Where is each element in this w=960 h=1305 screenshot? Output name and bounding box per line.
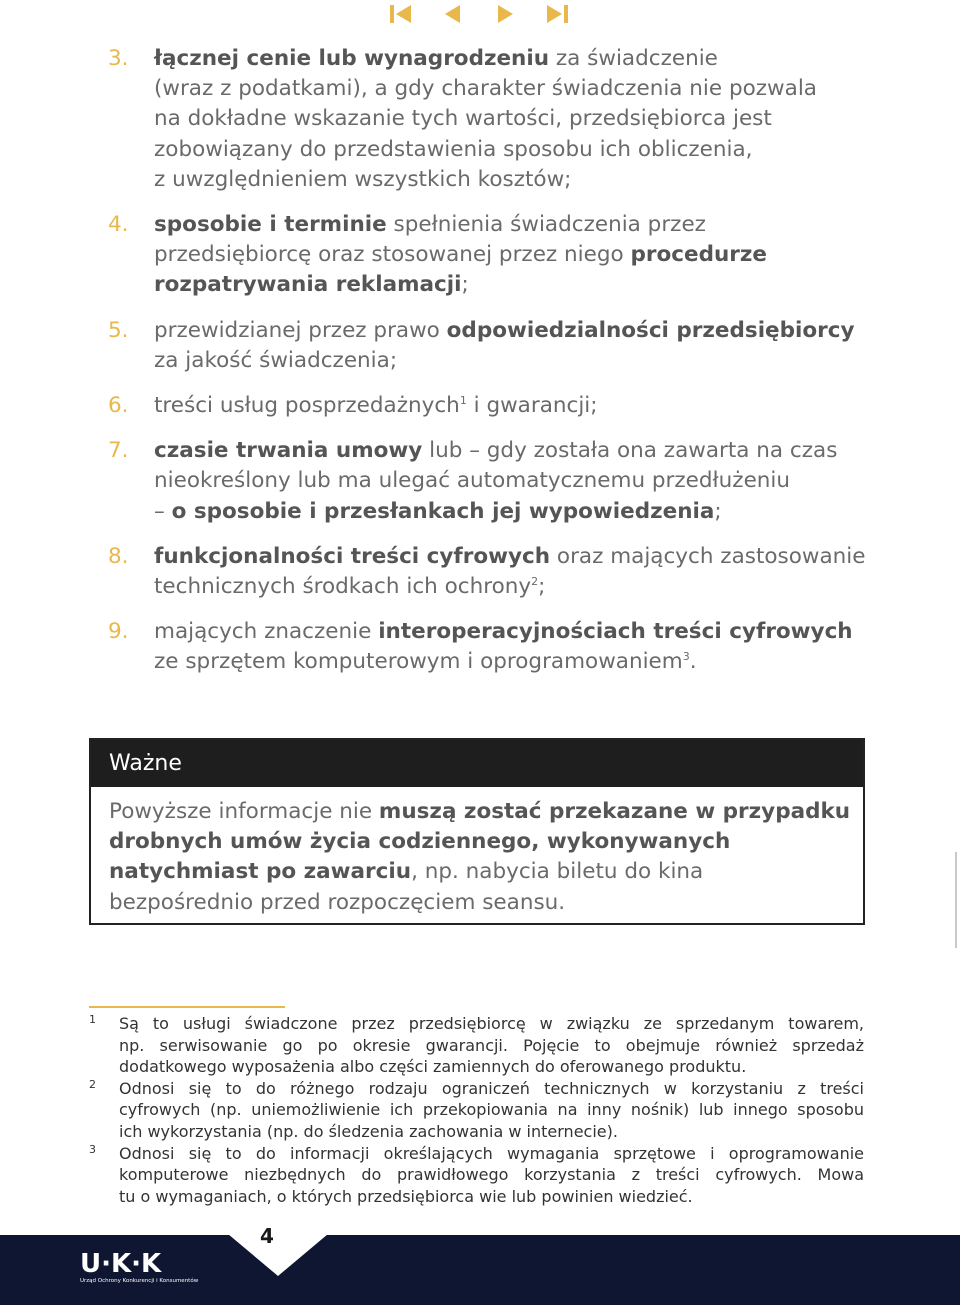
text-segment: nieokreślony lub ma ulegać automatycznemu przedłużeniu bbox=[154, 468, 791, 494]
text-segment: za jakość świadczenia; bbox=[154, 347, 398, 373]
text-line bbox=[109, 857, 845, 887]
list-item bbox=[108, 391, 878, 421]
text-segment: , np. nabycia biletu do kina bbox=[411, 859, 704, 885]
list-item-text bbox=[154, 316, 878, 376]
bold-text: muszą zostać przekazane w przypadku bbox=[378, 799, 851, 824]
list-item bbox=[108, 542, 878, 602]
text-segment: . bbox=[689, 649, 697, 675]
list-item-number: 5. bbox=[108, 317, 129, 343]
first-page-icon bbox=[389, 4, 413, 24]
text-line bbox=[109, 827, 845, 857]
text-line bbox=[154, 210, 878, 240]
text-segment: ze sprzętem komputerowym i oprogramowaniem bbox=[154, 649, 683, 675]
list-item-number: 9. bbox=[108, 619, 129, 645]
previous-page-button[interactable] bbox=[438, 2, 468, 26]
last-page-icon bbox=[545, 4, 569, 24]
list-item-number: 4. bbox=[108, 212, 129, 238]
text-line bbox=[154, 316, 878, 346]
important-text bbox=[91, 787, 863, 918]
text-segment: oraz mających zastosowanie bbox=[550, 543, 866, 569]
footnote-number: 2 bbox=[89, 1077, 96, 1091]
text-line bbox=[154, 647, 878, 677]
text-line bbox=[154, 135, 878, 165]
footnote-reference: 3 bbox=[682, 650, 690, 664]
text-segment: Powyższe informacje nie bbox=[109, 799, 379, 824]
footnote-text bbox=[119, 1078, 864, 1143]
footnote-line: ich wykorzystania (np. do śledzenia zachowania w internecie). bbox=[119, 1121, 618, 1141]
text-line bbox=[154, 391, 878, 421]
logo-caption: Urząd Ochrony Konkurencji i Konsumentów bbox=[80, 1278, 199, 1284]
text-segment: lub – gdy została ona zawarta na czas bbox=[422, 438, 838, 464]
next-page-icon bbox=[495, 4, 515, 24]
text-line bbox=[154, 497, 878, 527]
footnote-divider bbox=[89, 1006, 285, 1008]
uokik-logo bbox=[80, 1248, 180, 1278]
footnote-line: Odnosi się to do różnego rodzaju ograniczeń technicznych w korzystaniu z treści bbox=[119, 1078, 864, 1098]
previous-page-icon bbox=[443, 4, 463, 24]
bold-text: interoperacyjnościach treści cyfrowych bbox=[378, 619, 853, 645]
list-item-number: 7. bbox=[108, 438, 129, 464]
footnote-text bbox=[119, 1013, 864, 1078]
text-segment: ; bbox=[714, 498, 722, 524]
list-item-text bbox=[154, 436, 878, 527]
footnote-line: tu o wymaganiach, o których przedsiębiorca wie lub powinien wiedzieć. bbox=[119, 1186, 693, 1206]
text-line bbox=[109, 797, 851, 827]
last-page-button[interactable] bbox=[542, 2, 572, 26]
bold-text: o sposobie i przesłankach jej wypowiedzenia bbox=[171, 498, 715, 524]
text-segment: przedsiębiorcę oraz stosowanej przez niego bbox=[154, 242, 631, 268]
list-item bbox=[108, 44, 878, 195]
footnote-line: Odnosi się to do informacji określających wymagania sprzętowe i oprogramowanie bbox=[119, 1143, 864, 1163]
list-item-text bbox=[154, 210, 878, 301]
important-title: Ważne bbox=[91, 740, 863, 787]
footnote bbox=[89, 1143, 864, 1208]
first-page-button[interactable] bbox=[386, 2, 416, 26]
bold-text: natychmiast po zawarciu bbox=[109, 859, 412, 885]
logo-text: U·K·K bbox=[80, 1249, 162, 1278]
list-item bbox=[108, 436, 878, 527]
bold-text: sposobie i terminie bbox=[154, 212, 387, 238]
bold-text: rozpatrywania reklamacji bbox=[154, 272, 462, 298]
text-segment: ; bbox=[461, 272, 469, 298]
information-list bbox=[108, 44, 878, 693]
bold-text: drobnych umów życia codziennego, wykonywanych bbox=[109, 829, 731, 855]
text-line bbox=[154, 617, 878, 647]
text-line bbox=[154, 165, 878, 195]
text-segment: treści usług posprzedażnych bbox=[154, 393, 460, 419]
text-segment: z uwzględnieniem wszystkich kosztów; bbox=[154, 166, 572, 192]
footnote-line: komputerowe niezbędnych do prawidłowego korzystania z treści cyfrowych. Mowa bbox=[119, 1165, 864, 1185]
footnote-line: Są to usługi świadczone przez przedsiębiorcę w związku ze sprzedanym towarem, bbox=[119, 1014, 864, 1033]
footnote-reference: 1 bbox=[459, 393, 467, 407]
list-item-text bbox=[154, 617, 878, 677]
text-segment: mających znaczenie bbox=[154, 619, 379, 645]
list-item bbox=[108, 210, 878, 301]
text-line bbox=[154, 74, 878, 104]
bold-text: procedurze bbox=[630, 242, 768, 268]
text-segment: spełnienia świadczenia przez bbox=[386, 212, 706, 238]
text-line bbox=[154, 572, 878, 602]
list-item-text bbox=[154, 542, 878, 602]
footnote bbox=[89, 1013, 864, 1078]
text-line bbox=[154, 270, 878, 300]
text-line bbox=[154, 346, 878, 376]
edge-mark bbox=[955, 852, 957, 948]
footnote-text bbox=[119, 1143, 864, 1208]
list-item-number: 6. bbox=[108, 393, 129, 419]
list-item bbox=[108, 617, 878, 677]
text-segment: przewidzianej przez prawo bbox=[154, 317, 447, 343]
bold-text: czasie trwania umowy bbox=[154, 438, 423, 464]
bold-text: funkcjonalności treści cyfrowych bbox=[154, 543, 551, 569]
list-item-text bbox=[154, 44, 878, 195]
footnotes bbox=[89, 1013, 864, 1207]
page-number: 4 bbox=[260, 1224, 274, 1248]
page-navigation bbox=[386, 2, 572, 26]
footnote-number: 3 bbox=[89, 1142, 96, 1156]
bold-text: łącznej cenie lub wynagrodzeniu bbox=[154, 46, 550, 71]
text-segment: bezpośrednio przed rozpoczęciem seansu. bbox=[109, 889, 566, 915]
text-line bbox=[154, 240, 878, 270]
bold-text: odpowiedzialności przedsiębiorcy bbox=[446, 317, 855, 343]
text-segment: na dokładne wskazanie tych wartości, przedsiębiorca jest bbox=[154, 106, 772, 132]
text-segment: zobowiązany do przedstawienia sposobu ich obliczenia, bbox=[154, 136, 753, 162]
footnote-reference: 2 bbox=[531, 574, 539, 588]
footnote bbox=[89, 1078, 864, 1143]
text-segment: technicznych środkach ich ochrony bbox=[154, 574, 532, 600]
important-box bbox=[89, 738, 865, 925]
text-segment: ; bbox=[538, 574, 546, 600]
text-line bbox=[109, 888, 845, 918]
text-segment: za świadczenie bbox=[549, 46, 718, 71]
footnote-number: 1 bbox=[89, 1013, 96, 1026]
footnote-line: np. serwisowanie go po okresie gwarancji. Pojęcie to obejmuje również sprzedaż bbox=[119, 1035, 864, 1055]
footnote-line: dodatkowego wyposażenia albo części zamiennych do oferowanego produktu. bbox=[119, 1057, 747, 1077]
list-item-number: 3. bbox=[108, 46, 129, 71]
text-line bbox=[154, 466, 878, 496]
text-line bbox=[154, 436, 878, 466]
footnote-line: cyfrowych (np. uniemożliwienie ich przekopiowania na inny nośnik) lub innego sposobu bbox=[119, 1100, 864, 1120]
text-segment: i gwarancji; bbox=[466, 393, 598, 419]
text-line bbox=[154, 104, 878, 134]
list-item-number: 8. bbox=[108, 543, 129, 569]
text-line bbox=[154, 44, 878, 74]
next-page-button[interactable] bbox=[490, 2, 520, 26]
list-item bbox=[108, 316, 878, 376]
text-segment: – bbox=[154, 498, 172, 524]
text-line bbox=[154, 542, 878, 572]
text-segment: (wraz z podatkami), a gdy charakter świadczenia nie pozwala bbox=[154, 76, 817, 102]
list-item-text bbox=[154, 391, 878, 421]
